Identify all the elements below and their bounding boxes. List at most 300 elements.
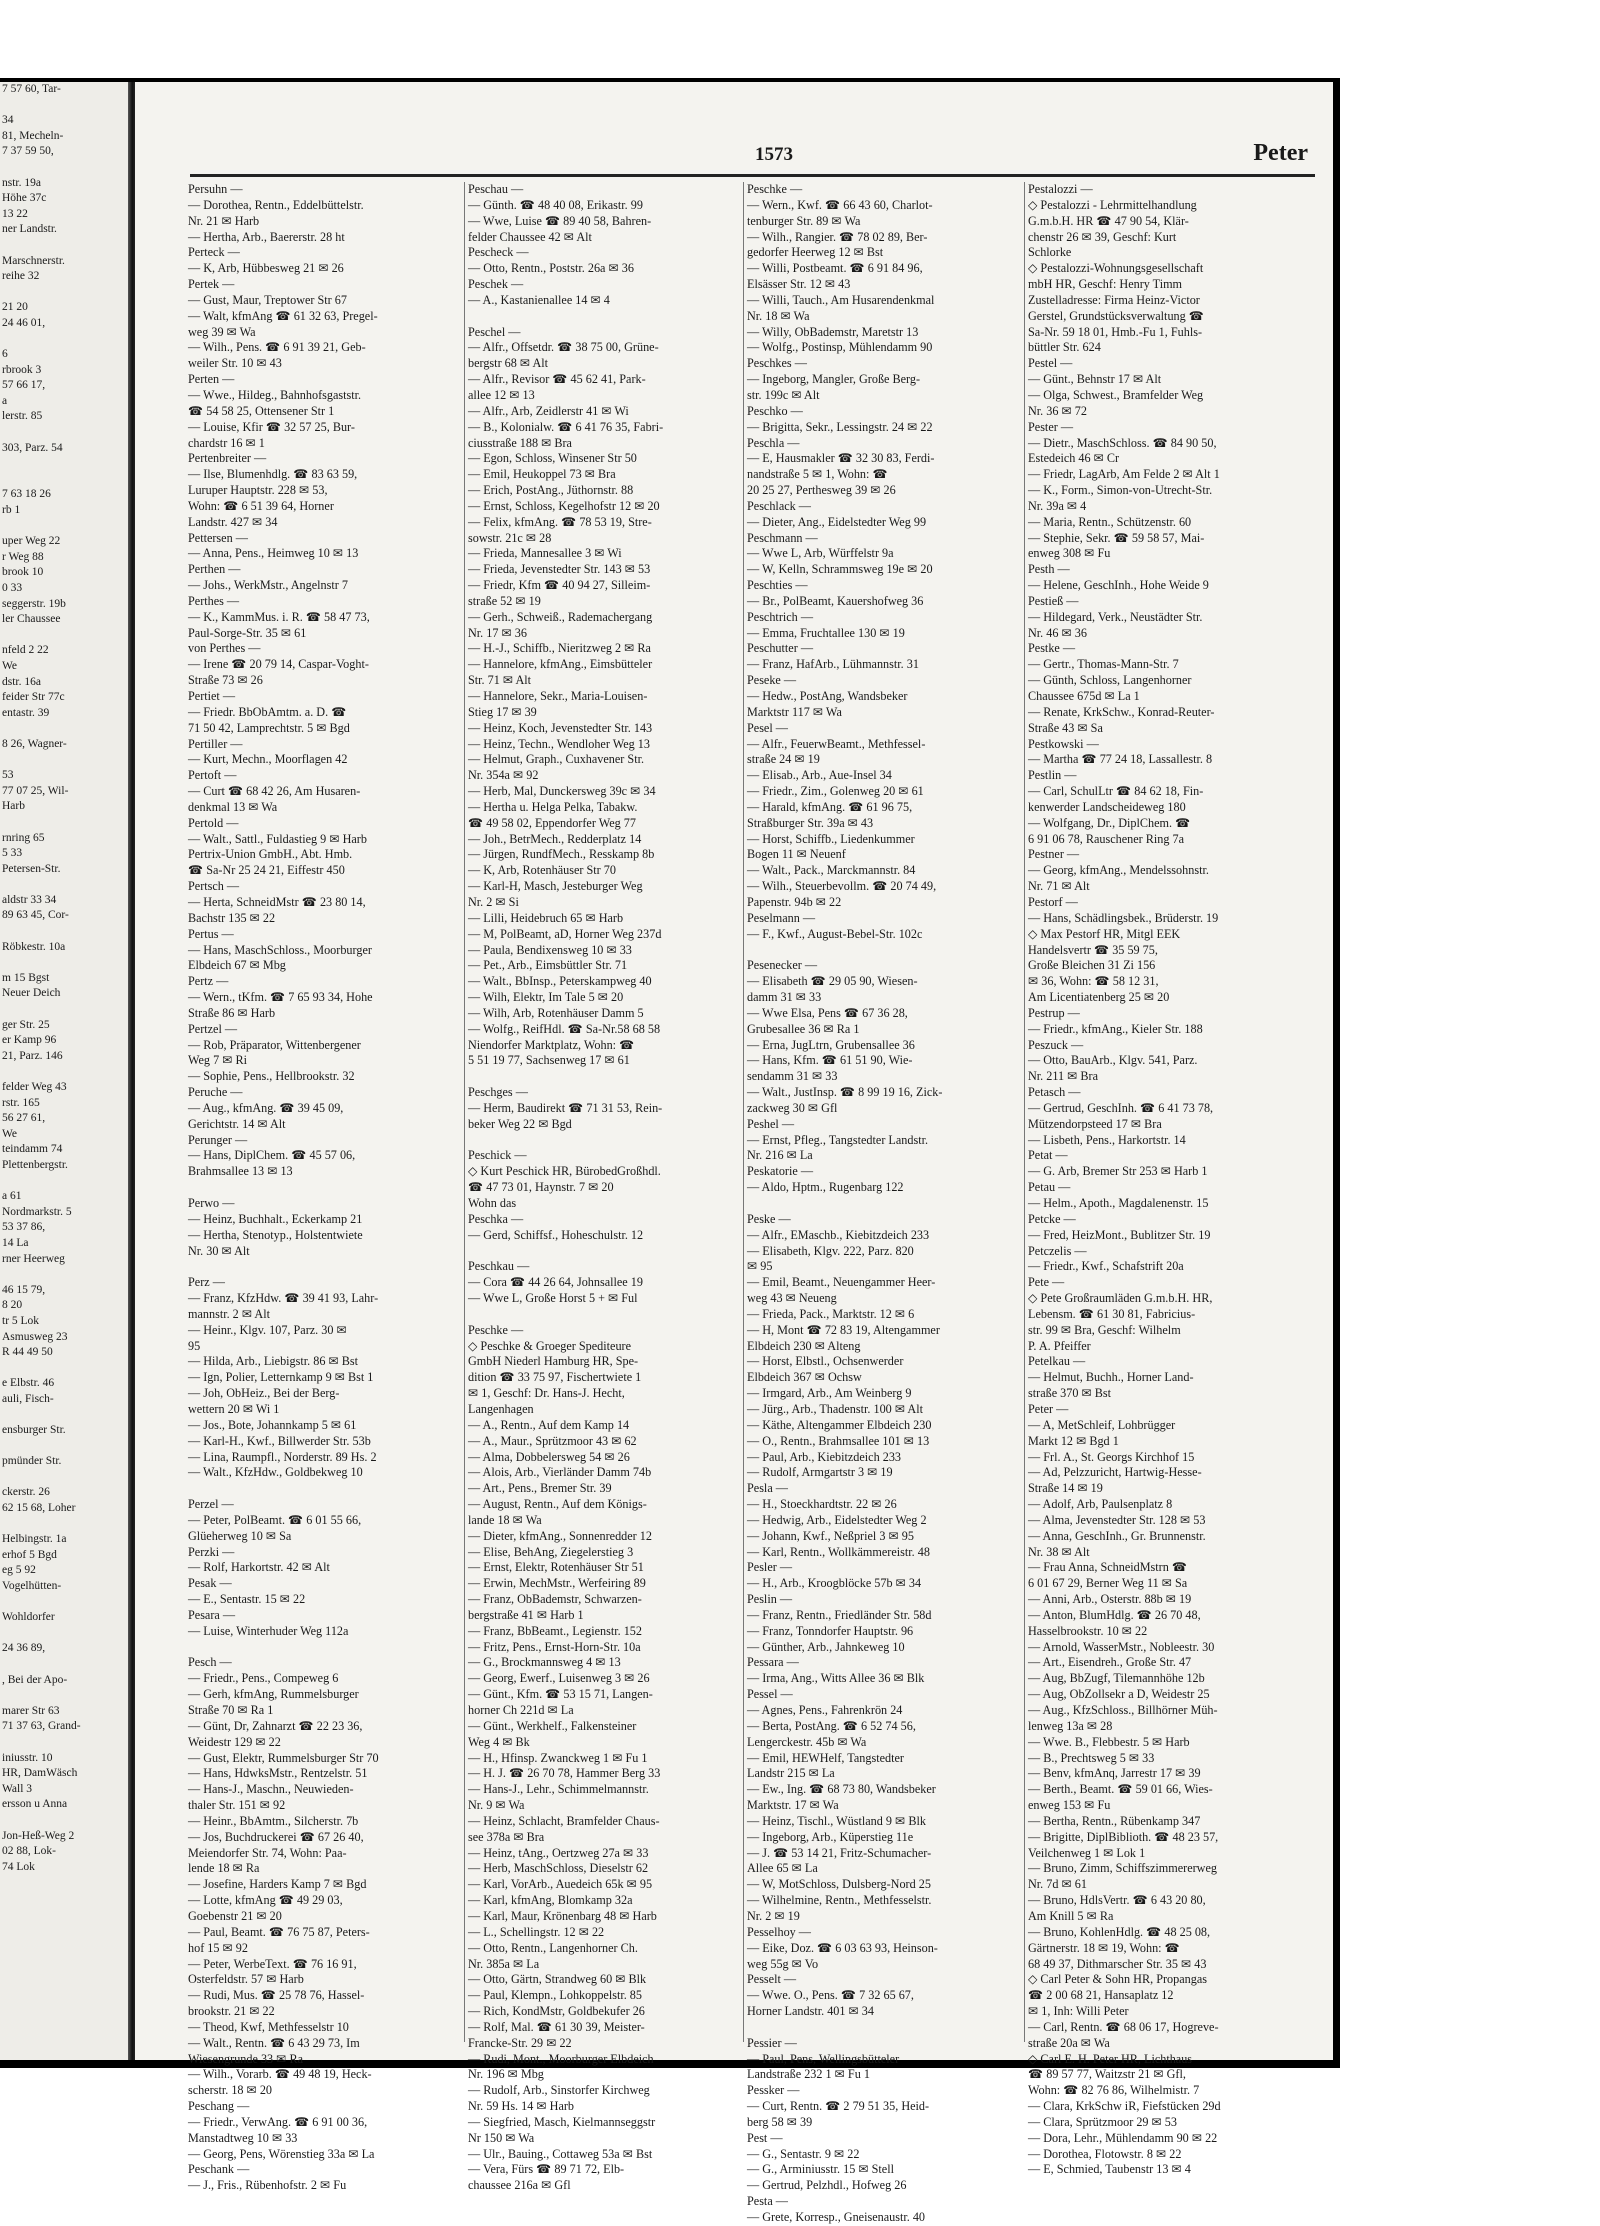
directory-entry-line: — Irene ☎ 20 79 14, Caspar-Voght-: [188, 657, 369, 672]
directory-entry-line: Straßburger Str. 39a ✉ 43: [747, 815, 874, 830]
directory-entry-line: gedorfer Heerweg 12 ✉ Bst: [747, 245, 884, 260]
previous-page-line: rbrook 3: [2, 363, 42, 376]
directory-entry-line: Zustelladresse: Firma Heinz-Victor: [1028, 292, 1200, 307]
directory-entry-line: — Willi, Postbeamt. ☎ 6 91 84 96,: [747, 261, 923, 276]
directory-entry-line: — Horst, Schiffb., Liedenkummer: [747, 831, 915, 846]
directory-entry-line: — Karl, Maur, Krönenbarg 48 ✉ Harb: [468, 1908, 657, 1923]
book-gutter: [128, 82, 135, 2060]
directory-entry-line: — Wwe., Hildeg., Bahnhofsgaststr.: [188, 387, 362, 402]
directory-entry-line: Gerstel, Grundstücksverwaltung ☎: [1028, 308, 1204, 323]
directory-entry-line: Peselmann —: [747, 910, 816, 925]
directory-entry-line: Veilchenweg 1 ✉ Lok 1: [1028, 1845, 1146, 1860]
directory-entry-line: — Hedwig, Arb., Eidelstedter Weg 2: [747, 1512, 927, 1527]
directory-entry-line: bergstraße 41 ✉ Harb 1: [468, 1607, 584, 1622]
directory-entry-line: Peschke —: [468, 1322, 524, 1337]
directory-entry-line: — Heinz, Techn., Wendloher Weg 13: [468, 736, 650, 751]
directory-entry-line: — Hans, DiplChem. ☎ 45 57 06,: [188, 1148, 356, 1163]
directory-entry-line: — Emma, Fruchtallee 130 ✉ 19: [747, 625, 905, 640]
directory-entry-line: [747, 2020, 1022, 2036]
directory-entry-line: — Heinz, Buchhalt., Eckerkamp 21: [188, 1211, 363, 1226]
directory-entry-line: chaussee 216a ✉ Gfl: [468, 2178, 571, 2193]
previous-page-line: [0, 472, 128, 488]
directory-entry-line: 5 51 19 77, Sachsenweg 17 ✉ 61: [468, 1053, 630, 1068]
directory-entry-line: — Wwe. B., Flebbestr. 5 ✉ Harb: [1028, 1734, 1190, 1749]
directory-entry-line: — Pet., Arb., Eimsbüttler Str. 71: [468, 958, 628, 973]
previous-page-line: We: [2, 1127, 18, 1140]
directory-entry-line: ◇ Carl E. H. Peter HR, Lichthaus: [1028, 2051, 1193, 2066]
directory-entry-line: Nr. 71 ✉ Alt: [1028, 879, 1090, 894]
directory-entry-line: Perten —: [188, 372, 235, 387]
directory-entry-line: Peschmann —: [747, 530, 818, 545]
directory-entry-line: ☎ 2 00 68 21, Hansaplatz 12: [1028, 1988, 1174, 2003]
directory-entry-line: str. 99 ✉ Bra, Geschf: Wilhelm: [1028, 1322, 1181, 1337]
previous-page-line: Wohldorfer: [2, 1611, 55, 1624]
directory-entry-line: Pertus —: [188, 926, 234, 941]
directory-entry-line: — L., Schellingstr. 12 ✉ 22: [468, 1924, 605, 1939]
directory-entry-line: — Louise, Kfir ☎ 32 57 25, Bur-: [188, 419, 355, 434]
directory-entry-line: Peseke —: [747, 673, 797, 688]
directory-entry-line: — Wwe L, Arb, Würffelstr 9a: [747, 546, 894, 561]
directory-entry-line: — Friedr. BbObAmtm. a. D. ☎: [188, 704, 347, 719]
previous-page-line: pmünder Str.: [2, 1455, 62, 1468]
directory-entry-line: ✉ 1, Geschf: Dr. Hans-J. Hecht,: [468, 1386, 625, 1401]
directory-entry-line: — Art., Eisendreh., Große Str. 47: [1028, 1655, 1192, 1670]
directory-entry-line: Bogen 11 ✉ Neuenf: [747, 847, 846, 862]
directory-entry-line: Peter —: [1028, 1401, 1069, 1416]
directory-entry-line: Papenstr. 94b ✉ 22: [747, 894, 842, 909]
directory-entry-line: — Maria, Rentn., Schützenstr. 60: [1028, 514, 1192, 529]
previous-page-line: [0, 519, 128, 535]
directory-entry-line: ☎ Sa-Nr 25 24 21, Eiffestr 450: [188, 863, 345, 878]
previous-page-line: 13 22: [2, 207, 28, 220]
directory-entry-line: — Wolfg., ReifHdl. ☎ Sa-Nr.58 68 58: [468, 1021, 661, 1036]
directory-entry-line: ◇ Pestalozzi-Wohnungsgesellschaft: [1028, 261, 1204, 276]
directory-entry-line: — Berta, PostAng. ☎ 6 52 74 56,: [747, 1718, 916, 1733]
directory-entry-line: Marktstr. 17 ✉ Wa: [747, 1798, 839, 1813]
directory-entry-line: horner Ch 221d ✉ La: [468, 1703, 574, 1717]
directory-entry-line: — F., Kwf., August-Bebel-Str. 102c: [747, 926, 923, 941]
directory-entry-line: — Felix, kfmAng. ☎ 78 53 19, Stre-: [468, 514, 652, 529]
directory-entry-line: Weg 7 ✉ Ri: [188, 1053, 247, 1068]
directory-entry-line: — Harald, kfmAng. ☎ 61 96 75,: [747, 799, 913, 814]
directory-entry-line: Francke-Str. 29 ✉ 22: [468, 2035, 572, 2050]
directory-entry-line: Pesth —: [1028, 562, 1070, 577]
directory-entry-line: — Franz, Rentn., Friedländer Str. 58d: [747, 1607, 932, 1622]
directory-entry-line: 20 25 27, Perthesweg 39 ✉ 26: [747, 483, 896, 498]
directory-entry-line: 71 50 42, Lamprechtstr. 5 ✉ Bgd: [188, 720, 350, 735]
directory-entry-line: — H. J. ☎ 26 70 78, Hammer Berg 33: [468, 1766, 661, 1781]
directory-entry-line: — Emil, Heukoppel 73 ✉ Bra: [468, 467, 616, 482]
directory-entry-line: see 378a ✉ Bra: [468, 1829, 545, 1844]
directory-entry-line: weg 43 ✉ Neueng: [747, 1291, 837, 1306]
directory-entry-line: 6 91 06 78, Rauschener Ring 7a: [1028, 831, 1185, 846]
directory-entry-line: Nr. 2 ✉ 19: [747, 1908, 800, 1923]
directory-entry-line: Elsässer Str. 12 ✉ 43: [747, 277, 851, 292]
previous-page-line: 46 15 79,: [2, 1283, 46, 1296]
directory-entry-line: — Walt., BbInsp., Peterskampweg 40: [468, 974, 652, 989]
previous-page-line: 21, Parz. 146: [2, 1049, 63, 1062]
directory-entry-line: Straße 86 ✉ Harb: [188, 1005, 276, 1020]
previous-page-line: Röbkestr. 10a: [2, 940, 66, 953]
column-divider: [464, 182, 465, 2042]
directory-entry-line: straße 370 ✉ Bst: [1028, 1386, 1111, 1401]
directory-entry-line: chenstr 26 ✉ 39, Geschf: Kurt: [1028, 229, 1177, 244]
previous-page-line: [0, 1517, 128, 1533]
directory-entry-line: [747, 1196, 1022, 1212]
directory-entry-line: Nr 150 ✉ Wa: [468, 2130, 535, 2145]
previous-page-line: brook 10: [2, 566, 44, 579]
directory-entry-line: — Gerh, kfmAng, Rummelsburger: [188, 1687, 359, 1702]
directory-entry-line: — Elisabeth ☎ 29 05 90, Wiesen-: [747, 974, 918, 989]
directory-entry-line: — Gerh., Schweiß., Rademachergang: [468, 609, 653, 624]
previous-page-line: HR, DamWäsch: [2, 1767, 78, 1780]
directory-entry-line: — O., Rentn., Brahmsallee 101 ✉ 13: [747, 1433, 930, 1448]
directory-entry-line: — Franz, KfzHdw. ☎ 39 41 93, Lahr-: [188, 1291, 379, 1306]
previous-page-line: auli, Fisch-: [2, 1392, 54, 1405]
previous-page-line: ner Landstr.: [2, 223, 57, 236]
directory-entry-line: weiler Str. 10 ✉ 43: [188, 356, 282, 371]
directory-entry-line: — Friedr, Kfm ☎ 40 94 27, Silleim-: [468, 578, 651, 593]
directory-entry-line: Pesch —: [188, 1655, 232, 1670]
directory-entry-line: — Gertrud, GeschInh. ☎ 6 41 73 78,: [1028, 1100, 1214, 1115]
directory-entry-line: — Heinr., BbAmtm., Silcherstr. 7b: [188, 1813, 359, 1828]
directory-entry-line: Goebenstr 21 ✉ 20: [188, 1908, 282, 1923]
directory-entry-line: — Herta, SchneidMstr ☎ 23 80 14,: [188, 894, 366, 909]
previous-page-line: , Bei der Apo-: [2, 1673, 68, 1686]
directory-entry-line: — Berth., Beamt. ☎ 59 01 66, Wies-: [1028, 1782, 1213, 1797]
directory-entry-line: 68 49 37, Dithmarscher Str. 35 ✉ 43: [1028, 1956, 1207, 1971]
directory-entry-line: Perz —: [188, 1275, 225, 1290]
directory-entry-line: ✉ 36, Wohn: ☎ 58 12 31,: [1028, 974, 1159, 989]
previous-page-line: marer Str 63: [2, 1704, 60, 1717]
directory-entry-line: Lengerckestr. 45b ✉ Wa: [747, 1734, 867, 1749]
directory-entry-line: — Adolf, Arb, Paulsenplatz 8: [1028, 1497, 1173, 1512]
previous-page-line: 24 36 89,: [2, 1642, 46, 1655]
directory-entry-line: sendamm 31 ✉ 33: [747, 1069, 838, 1084]
directory-entry-line: — Hedw., PostAng, Wandsbeker: [747, 689, 908, 703]
directory-entry-line: — Elisabeth, Klgv. 222, Parz. 820: [747, 1243, 914, 1258]
directory-entry-line: — Walt, kfmAng ☎ 61 32 63, Pregel-: [188, 308, 378, 323]
directory-entry-line: — Walt., Sattl., Fuldastieg 9 ✉ Harb: [188, 831, 367, 846]
directory-entry-line: — Lisbeth, Pens., Harkortstr. 14: [1028, 1132, 1186, 1147]
directory-entry-line: — Joh, ObHeiz., Bei der Berg-: [188, 1386, 340, 1401]
previous-page-strip: [0, 82, 128, 2060]
directory-entry-line: Am Licentiatenberg 25 ✉ 20: [1028, 990, 1170, 1005]
directory-entry-line: — Brigitta, Sekr., Lessingstr. 24 ✉ 22: [747, 419, 933, 434]
directory-entry-line: — A., Kastanienallee 14 ✉ 4: [468, 292, 610, 307]
directory-entry-line: — Wolfgang, Dr., DiplChem. ☎: [1028, 815, 1191, 830]
directory-entry-line: [468, 1307, 743, 1323]
directory-entry-line: Pestalozzi —: [1028, 182, 1093, 196]
directory-entry-line: Straße 70 ✉ Ra 1: [188, 1703, 274, 1717]
previous-page-line: 62 15 68, Loher: [2, 1502, 76, 1515]
directory-entry-line: Nr. 385a ✉ La: [468, 1956, 540, 1971]
directory-entry-line: — Ulr., Bauing., Cottaweg 53a ✉ Bst: [468, 2146, 653, 2161]
directory-entry-line: Pesta —: [747, 2194, 788, 2209]
directory-entry-line: — Alfr., Revisor ☎ 45 62 41, Park-: [468, 372, 646, 387]
previous-page-line: 81, Mecheln-: [2, 129, 64, 142]
directory-entry-line: Pestke —: [1028, 641, 1076, 656]
directory-entry-line: lende 18 ✉ Ra: [188, 1861, 260, 1876]
directory-entry-line: Niendorfer Marktplatz, Wohn: ☎: [468, 1037, 635, 1052]
directory-entry-line: — A, MetSchleif, Lohbrügger: [1028, 1417, 1176, 1432]
previous-page-line: ger Str. 25: [2, 1018, 50, 1031]
directory-entry-line: thaler Str. 151 ✉ 92: [188, 1798, 286, 1813]
directory-entry-line: — Anna, GeschInh., Gr. Brunnenstr.: [1028, 1528, 1206, 1543]
directory-entry-line: sowstr. 21c ✉ 28: [468, 530, 552, 545]
directory-entry-line: Chaussee 675d ✉ La 1: [1028, 689, 1140, 703]
directory-entry-line: Petcke —: [1028, 1211, 1076, 1226]
directory-entry-line: — Friedr., Kwf., Schafstrift 20a: [1028, 1259, 1184, 1274]
directory-entry-line: Pessier —: [747, 2035, 797, 2050]
directory-entry-line: enweg 153 ✉ Fu: [1028, 1798, 1111, 1813]
previous-page-line: rb 1: [2, 504, 21, 517]
directory-entry-line: — Günt., Behnstr 17 ✉ Alt: [1028, 372, 1162, 387]
directory-entry-line: Gärtnerstr. 18 ✉ 19, Wohn: ☎: [1028, 1940, 1180, 1955]
previous-page-line: [0, 1688, 128, 1704]
directory-entry-line: Perzki —: [188, 1544, 235, 1559]
directory-entry-line: Nr. 38 ✉ Alt: [1028, 1544, 1090, 1559]
previous-page-line: [0, 456, 128, 472]
directory-entry-line: [188, 1180, 463, 1196]
directory-entry-line: — Gust, Elektr, Rummelsburger Str 70: [188, 1750, 379, 1765]
directory-entry-line: — Erich, PostAng., Jüthornstr. 88: [468, 483, 634, 498]
directory-entry-line: Nr. 39a ✉ 4: [1028, 498, 1087, 513]
running-head: Peter: [1253, 140, 1308, 166]
directory-entry-line: — H., Arb., Kroogblöcke 57b ✉ 34: [747, 1576, 922, 1591]
directory-entry-line: — Anna, Pens., Heimweg 10 ✉ 13: [188, 546, 359, 561]
previous-page-line: teindamm 74: [2, 1143, 63, 1156]
previous-page-line: R 44 49 50: [2, 1346, 53, 1359]
directory-entry-line: Marktstr 117 ✉ Wa: [747, 704, 842, 719]
directory-entry-line: — Günther, Arb., Jahnkeweg 10: [747, 1639, 905, 1654]
directory-entry-line: — Alfr., Arb, Zeidlerstr 41 ✉ Wi: [468, 403, 629, 418]
directory-entry-line: straße 20a ✉ Wa: [1028, 2035, 1110, 2050]
directory-entry-line: — Helmut, Graph., Cuxhavener Str.: [468, 752, 645, 767]
previous-page-line: er Kamp 96: [2, 1034, 57, 1047]
directory-entry-line: — Rich, KondMstr, Goldbekufer 26: [468, 2004, 645, 2019]
directory-entry-line: — Rudi, Mus. ☎ 25 78 76, Hassel-: [188, 1988, 365, 2003]
previous-page-line: 7 37 59 50,: [2, 145, 54, 158]
directory-entry-line: — Willi, Tauch., Am Husarendenkmal: [747, 292, 935, 307]
directory-entry-line: — Egon, Schloss, Winsener Str 50: [468, 451, 637, 466]
previous-page-line: [0, 628, 128, 644]
directory-entry-line: — Hildegard, Verk., Neustädter Str.: [1028, 609, 1203, 624]
directory-entry-line: — Lilli, Heidebruch 65 ✉ Harb: [468, 910, 624, 925]
directory-entry-line: — Walt., Pack., Marckmannstr. 84: [747, 863, 916, 878]
previous-page-line: 24 46 01,: [2, 316, 46, 329]
directory-entry-line: Petat —: [1028, 1148, 1068, 1163]
directory-entry-line: — Aug, BbZugf, Tilemannhöhe 12b: [1028, 1671, 1205, 1686]
directory-entry-line: Lebensm. ☎ 61 30 81, Fabricius-: [1028, 1306, 1196, 1321]
previous-page-line: 53: [2, 769, 14, 782]
directory-entry-line: — A., Maur., Sprützmoor 43 ✉ 62: [468, 1433, 637, 1448]
directory-entry-line: Weg 4 ✉ Bk: [468, 1734, 530, 1749]
directory-entry-line: Peschke —: [747, 182, 803, 196]
directory-entry-line: — Ernst, Elektr, Rotenhäuser Str 51: [468, 1560, 644, 1575]
directory-entry-line: Peschick —: [468, 1148, 527, 1163]
directory-entry-line: Pertiet —: [188, 689, 236, 703]
directory-entry-line: — Helm., Apoth., Magdalenenstr. 15: [1028, 1196, 1209, 1210]
directory-entry-line: — Hans, MaschSchloss., Moorburger: [188, 942, 372, 957]
directory-entry-line: straße 24 ✉ 19: [747, 752, 820, 767]
directory-entry-line: Nr. 36 ✉ 72: [1028, 403, 1087, 418]
directory-entry-line: — Clara, KrkSchw iR, Fiefstücken 29d: [1028, 2099, 1221, 2114]
directory-entry-line: — Benv, kfmAnq, Jarrestr 17 ✉ 39: [1028, 1766, 1201, 1781]
directory-entry-line: — Helene, GeschInh., Hohe Weide 9: [1028, 578, 1209, 593]
directory-entry-line: Pesel —: [747, 720, 788, 735]
directory-entry-line: Manstadtweg 10 ✉ 33: [188, 2130, 298, 2145]
directory-entry-line: — Karl, VorArb., Auedeich 65k ✉ 95: [468, 1877, 653, 1892]
column-4: [1028, 182, 1303, 2177]
directory-entry-line: Markt 12 ✉ Bgd 1: [1028, 1433, 1119, 1448]
previous-page-line: 7 57 60, Tar-: [2, 83, 61, 95]
previous-page-line: 303, Parz. 54: [2, 441, 63, 454]
directory-entry-line: — Jos, Buchdruckerei ☎ 67 26 40,: [188, 1829, 364, 1844]
directory-entry-line: — Günth. ☎ 48 40 08, Erikastr. 99: [468, 197, 643, 212]
directory-entry-line: — Hilda, Arb., Liebigstr. 86 ✉ Bst: [188, 1354, 358, 1369]
previous-page-line: [0, 1064, 128, 1080]
directory-entry-line: Peshel —: [747, 1116, 795, 1131]
previous-page-line: 8 20: [2, 1299, 23, 1312]
column-divider: [1024, 182, 1025, 2042]
directory-entry-line: Pertold —: [188, 815, 239, 830]
directory-entry-line: — Hans, HdwksMstr., Rentzelstr. 51: [188, 1766, 368, 1781]
previous-page-line: rstr. 165: [2, 1096, 40, 1109]
directory-entry-line: — Jürgen, RundfMech., Resskamp 8b: [468, 847, 655, 862]
directory-entry-line: ☎ 47 73 01, Haynstr. 7 ✉ 20: [468, 1180, 614, 1195]
header-rule: [190, 174, 1315, 177]
directory-entry-line: Estedeich 46 ✉ Cr: [1028, 451, 1120, 466]
directory-entry-line: — Rudi, Mont., Moorburger Elbdeich: [468, 2051, 654, 2066]
directory-entry-line: — Paul, Beamt. ☎ 76 75 87, Peters-: [188, 1924, 370, 1939]
directory-entry-line: Nr. 21 ✉ Harb: [188, 213, 260, 228]
directory-entry-line: — Hannelore, Sekr., Maria-Louisen-: [468, 689, 648, 703]
directory-entry-line: Schlorke: [1028, 245, 1072, 260]
directory-entry-line: ◇ Peschke & Groeger Spediteure: [468, 1338, 632, 1353]
directory-entry-line: — Alma, Jevenstedter Str. 128 ✉ 53: [1028, 1512, 1206, 1527]
directory-entry-line: [188, 1259, 463, 1275]
directory-entry-line: — Rolf, Harkortstr. 42 ✉ Alt: [188, 1560, 330, 1575]
directory-entry-line: — Hertha, Arb., Baererstr. 28 ht: [188, 229, 345, 244]
previous-page-line: 7 63 18 26: [2, 488, 51, 501]
directory-entry-line: — H.-J., Schiffb., Nieritzweg 2 ✉ Ra: [468, 641, 651, 656]
directory-entry-line: Landstraße 232 1 ✉ Fu 1: [747, 2067, 870, 2082]
directory-entry-line: lande 18 ✉ Wa: [468, 1512, 542, 1527]
directory-entry-line: wettern 20 ✉ Wi 1: [188, 1401, 280, 1416]
directory-entry-line: Peslin —: [747, 1592, 793, 1607]
directory-entry-line: — H, Mont ☎ 72 83 19, Altengammer: [747, 1322, 940, 1337]
directory-entry-line: — Johs., WerkMstr., Angelnstr 7: [188, 578, 348, 593]
directory-entry-line: — Hertha u. Helga Pelka, Tabakw.: [468, 799, 638, 814]
directory-entry-line: Pestlin —: [1028, 768, 1077, 783]
previous-page-line: [0, 815, 128, 831]
directory-entry-line: — Franz, ObBademstr, Schwarzen-: [468, 1592, 642, 1607]
directory-entry-line: — K, Arb, Hübbesweg 21 ✉ 26: [188, 261, 344, 276]
directory-entry-line: — Wilh, Arb, Rotenhäuser Damm 5: [468, 1005, 644, 1020]
directory-entry-line: 6 01 67 29, Berner Weg 11 ✉ Sa: [1028, 1576, 1188, 1591]
directory-entry-line: Sa-Nr. 59 18 01, Hmb.-Fu 1, Fuhls-: [1028, 324, 1203, 339]
directory-entry-line: — Martha ☎ 77 24 18, Lassallestr. 8: [1028, 752, 1213, 767]
directory-entry-line: — K, Arb, Rotenhäuser Str 70: [468, 863, 616, 878]
directory-entry-line: — Hertha, Stenotyp., Holstentwiete: [188, 1227, 363, 1242]
directory-entry-line: Landstr. 427 ✉ 34: [188, 514, 278, 529]
directory-entry-line: — Carl, Rentn. ☎ 68 06 17, Hogreve-: [1028, 2019, 1219, 2034]
directory-entry-line: — Heinr., Klgv. 107, Parz. 30 ✉: [188, 1322, 347, 1337]
previous-page-line: dstr. 16a: [2, 675, 41, 688]
directory-entry-line: — Curt, Rentn. ☎ 2 79 51 35, Heid-: [747, 2099, 930, 2114]
previous-page-line: nfeld 2 22: [2, 644, 49, 657]
directory-entry-line: — Theod, Kwf, Methfesselstr 10: [188, 2019, 349, 2034]
previous-page-line: [0, 1735, 128, 1751]
directory-entry-line: — Peter, PolBeamt. ☎ 6 01 55 66,: [188, 1512, 362, 1527]
previous-page-line: [0, 238, 128, 254]
directory-entry-line: Perwo —: [188, 1196, 235, 1210]
previous-page-line: iniusstr. 10: [2, 1751, 53, 1764]
directory-entry-line: ◇ Kurt Peschick HR, BürobedGroßhdl.: [468, 1164, 661, 1179]
directory-entry-line: Peruche —: [188, 1085, 243, 1100]
directory-entry-line: — Heinz, tAng., Oertzweg 27a ✉ 33: [468, 1845, 649, 1860]
directory-entry-line: Wohn: ☎ 82 76 86, Wilhelmistr. 7: [1028, 2083, 1200, 2098]
directory-entry-line: — Dieter, kfmAng., Sonnenredder 12: [468, 1528, 652, 1543]
directory-entry-line: — Rudolf, Armgartstr 3 ✉ 19: [747, 1465, 893, 1480]
directory-entry-line: — Friedr., Zim., Golenweg 20 ✉ 61: [747, 784, 924, 799]
directory-entry-line: — Gertr., Thomas-Mann-Str. 7: [1028, 657, 1179, 672]
directory-entry-line: — Aug., kfmAng. ☎ 39 45 09,: [188, 1100, 344, 1115]
directory-entry-line: Osterfeldstr. 57 ✉ Harb: [188, 1972, 304, 1987]
directory-entry-line: Pestner —: [1028, 847, 1080, 862]
previous-page-line: Jon-Heß-Weg 2: [2, 1829, 75, 1842]
previous-page-line: 74 Lok: [2, 1860, 35, 1873]
directory-entry-line: — Kurt, Mechn., Moorflagen 42: [188, 752, 348, 767]
directory-entry-line: Perunger —: [188, 1132, 248, 1147]
directory-entry-line: — Otto, BauArb., Klgv. 541, Parz.: [1028, 1053, 1198, 1068]
directory-entry-line: — E, Hausmakler ☎ 32 30 83, Ferdi-: [747, 451, 935, 466]
directory-entry-line: Str. 71 ✉ Alt: [468, 673, 532, 688]
directory-entry-line: — Renate, KrkSchw., Konrad-Reuter-: [1028, 704, 1215, 719]
previous-page-line: [0, 877, 128, 893]
directory-entry-line: Pettersen —: [188, 530, 248, 545]
directory-entry-line: — Agnes, Pens., Fahrenkrön 24: [747, 1703, 903, 1717]
directory-entry-line: Große Bleichen 31 Zi 156: [1028, 958, 1156, 973]
directory-entry-line: — Karl-H, Masch, Jesteburger Weg: [468, 879, 643, 894]
directory-entry-line: — Heinz, Schlacht, Bramfelder Chaus-: [468, 1813, 660, 1828]
directory-entry-line: Petczelis —: [1028, 1243, 1087, 1258]
directory-entry-line: — Anton, BlumHdlg. ☎ 26 70 48,: [1028, 1607, 1201, 1622]
directory-entry-line: Pertsch —: [188, 879, 240, 894]
directory-entry-line: Pesara —: [188, 1607, 236, 1622]
directory-entry-line: — Anni, Arb., Osterstr. 88b ✉ 19: [1028, 1592, 1192, 1607]
directory-entry-line: Bachstr 135 ✉ 22: [188, 910, 276, 925]
directory-entry-line: ◇ Carl Peter & Sohn HR, Propangas: [1028, 1972, 1207, 1987]
directory-entry-line: — Günt., Kfm. ☎ 53 15 71, Langen-: [468, 1687, 653, 1702]
previous-page-line: feider Str 77c: [2, 691, 65, 704]
directory-entry-line: — Erna, JugLtrn, Grubensallee 36: [747, 1037, 915, 1052]
directory-entry-line: — Horst, Elbstl., Ochsenwerder: [747, 1354, 904, 1369]
page-number: 1573: [755, 144, 793, 165]
directory-entry-line: — Erwin, MechMstr., Werfeiring 89: [468, 1576, 646, 1591]
directory-entry-line: ◇ Max Pestorf HR, Mitgl EEK: [1028, 926, 1181, 941]
directory-entry-line: Peschank —: [188, 2162, 250, 2177]
directory-entry-line: — Frieda, Jevenstedter Str. 143 ✉ 53: [468, 562, 651, 577]
directory-entry-line: Peschko —: [747, 403, 803, 418]
directory-entry-line: — G., Arminiusstr. 15 ✉ Stell: [747, 2162, 894, 2177]
directory-entry-line: Peschkes —: [747, 356, 807, 371]
directory-entry-line: Stieg 17 ✉ 39: [468, 704, 537, 719]
directory-entry-line: Nr. 18 ✉ Wa: [747, 308, 810, 323]
directory-entry-line: — Aldo, Hptm., Rugenbarg 122: [747, 1180, 904, 1195]
directory-entry-line: — Friedr., Pens., Compeweg 6: [188, 1671, 339, 1686]
